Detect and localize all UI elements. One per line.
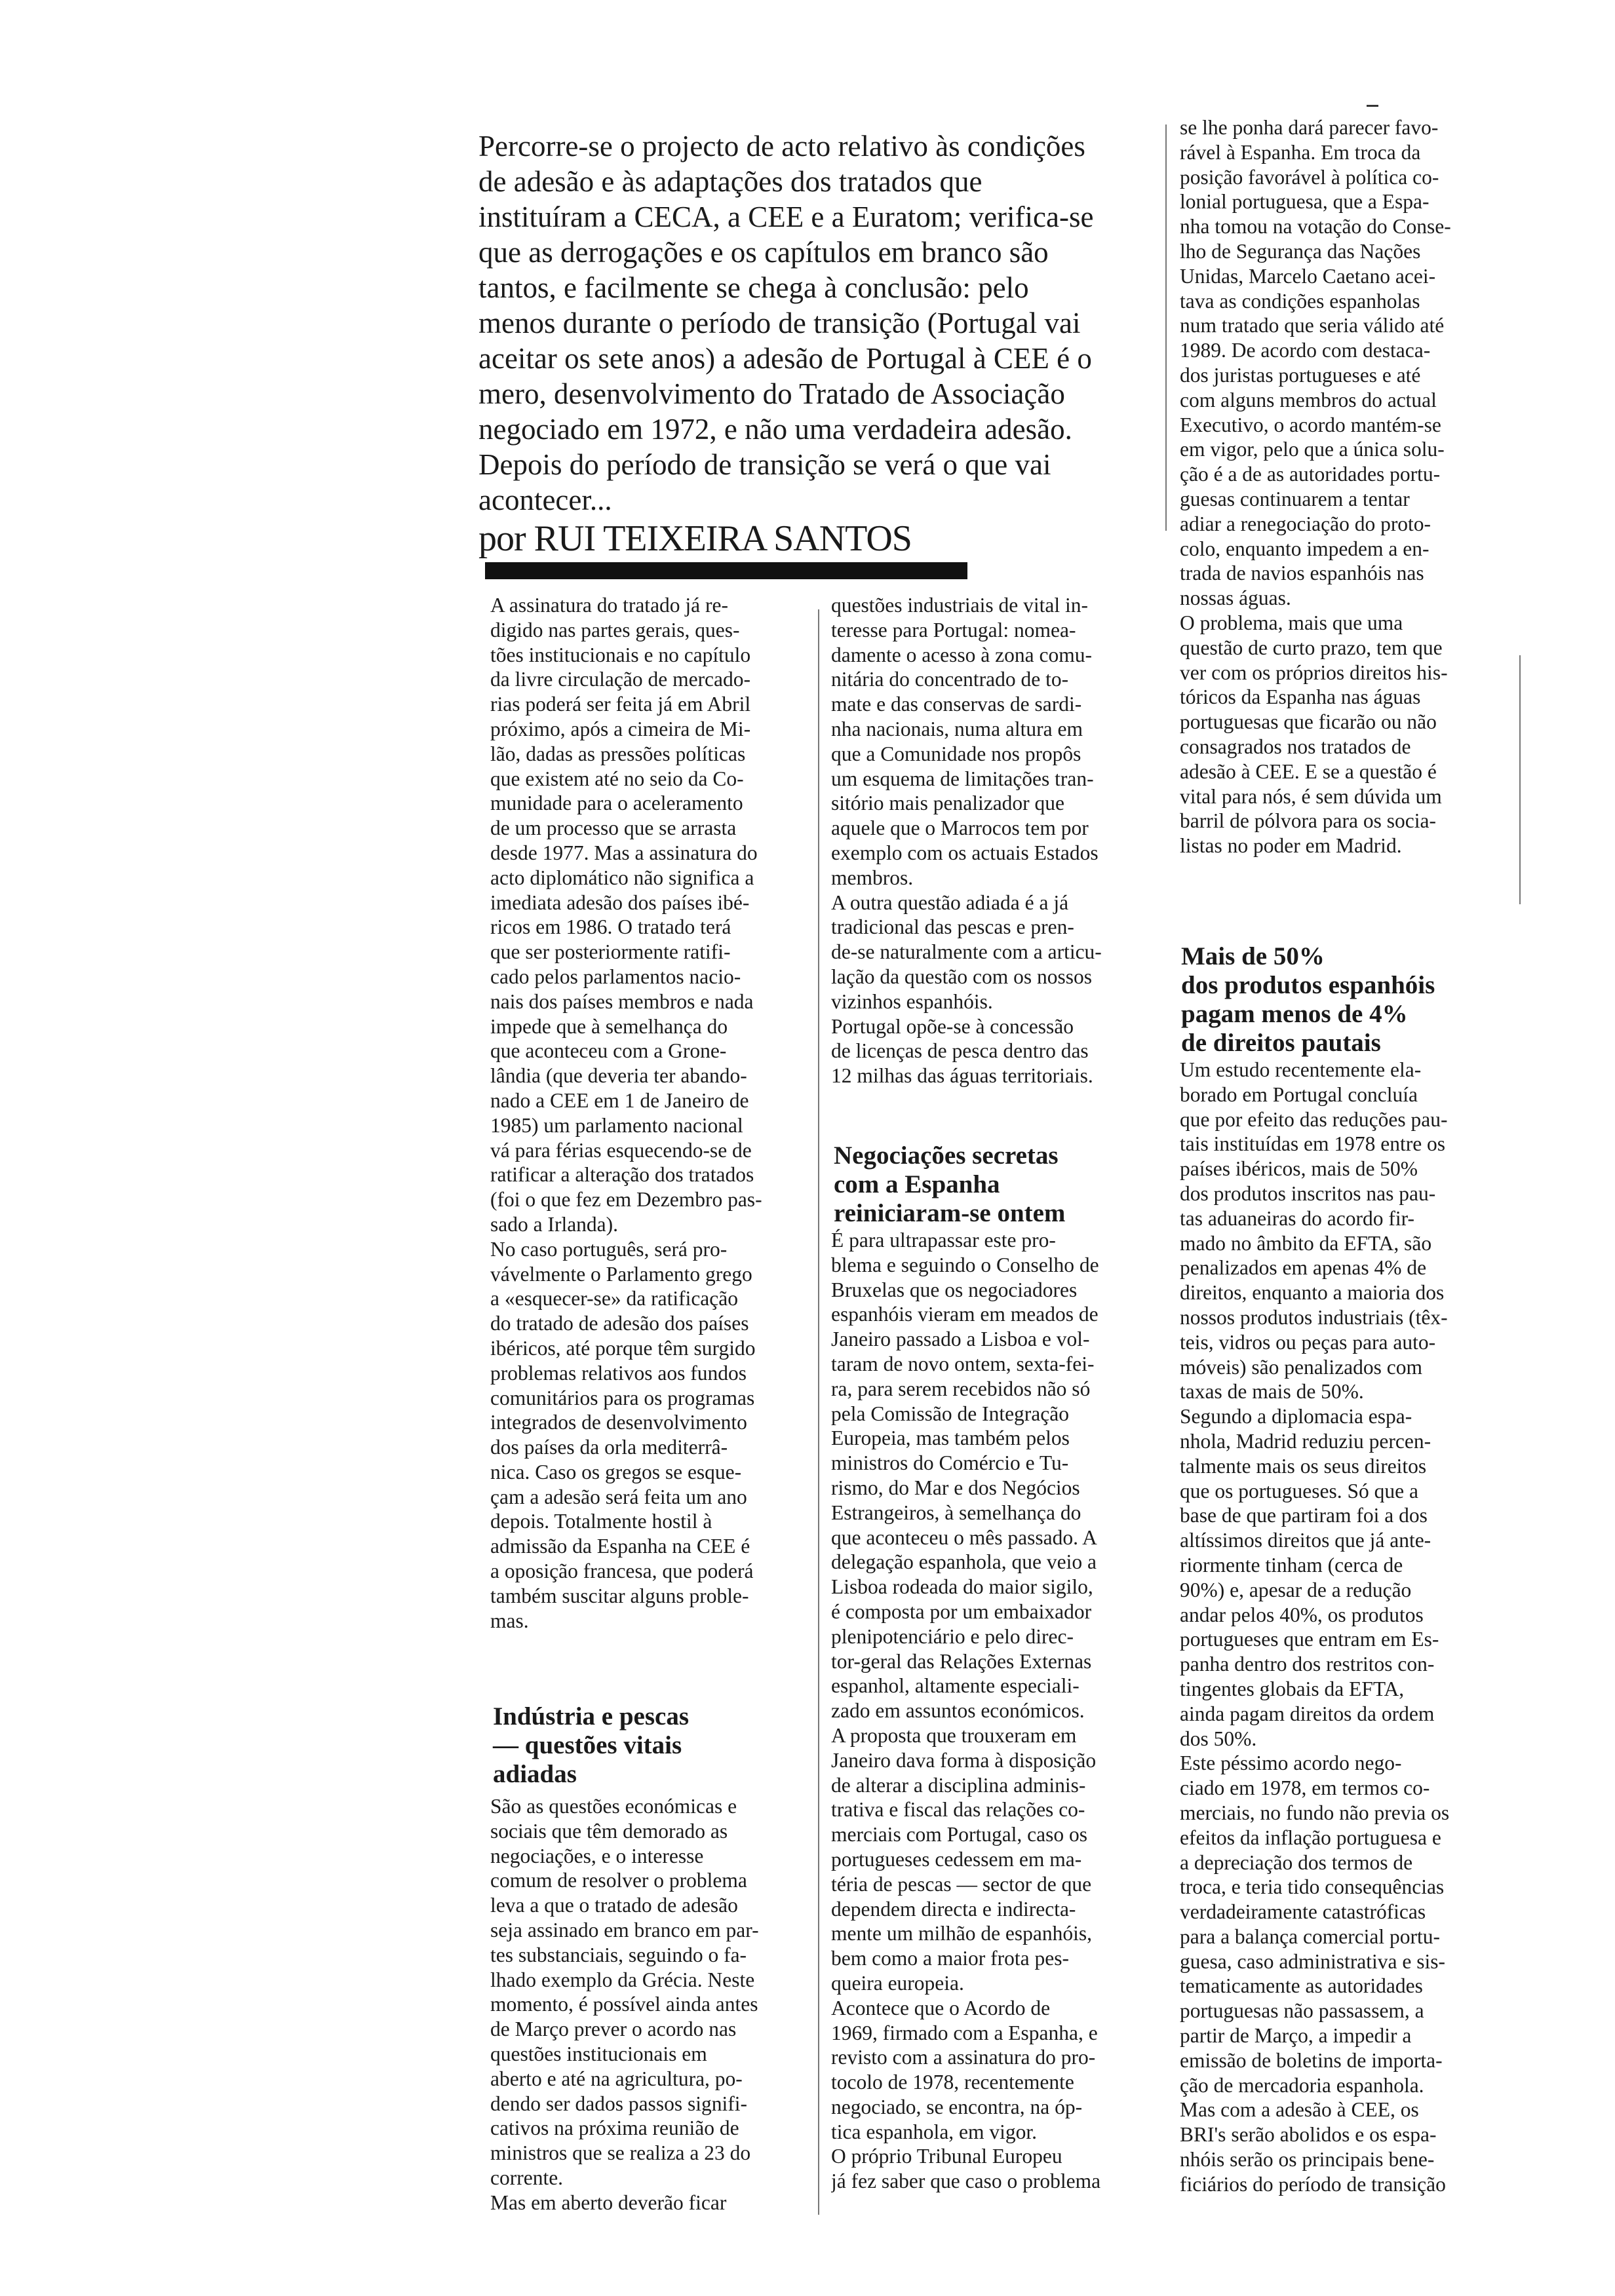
text-line: corrente. [490, 2166, 564, 2189]
text-line: Negociações secretas [834, 1141, 1059, 1170]
text-line: tingentes globais da EFTA, [1180, 1677, 1405, 1700]
text-line: consagrados nos tratados de [1180, 735, 1411, 758]
text-line: Segundo a diplomacia espa- [1180, 1405, 1412, 1428]
text-line: andar pelos 40%, os produtos [1180, 1603, 1424, 1626]
text-line: digido nas partes gerais, ques- [490, 618, 740, 641]
text-line: que aconteceu com a Grone- [490, 1039, 727, 1063]
text-line: lândia (que deveria ter abando- [490, 1064, 747, 1088]
text-line: lho de Segurança das Nações [1180, 239, 1421, 263]
text-line: que as derrogações e os capítulos em branco são [478, 236, 1049, 269]
subheading-negociacoes-secretas [834, 1141, 1065, 1228]
text-line: espanhóis vieram em meados de [831, 1303, 1099, 1326]
text-line: listas no poder em Madrid. [1180, 834, 1402, 858]
text-line: de adesão e às adaptações dos tratados que [478, 165, 983, 198]
text-line: tais instituídas em 1978 entre os [1180, 1132, 1446, 1156]
text-line: nossas águas. [1180, 586, 1291, 610]
text-line: verdadeiramente catastróficas [1180, 1900, 1426, 1924]
text-line: nha tomou na votação do Conse- [1180, 215, 1451, 239]
text-line: blema e seguindo o Conselho de [831, 1253, 1099, 1276]
text-line: bem como a maior frota pes- [831, 1947, 1069, 1970]
text-line: impede que à semelhança do [490, 1014, 728, 1038]
text-line: Depois do período de transição se verá o que vai [478, 448, 1051, 481]
text-line: cado pelos parlamentos nacio- [490, 965, 741, 988]
text-line: direitos, enquanto a maioria dos [1180, 1281, 1445, 1305]
text-line: tões institucionais e no capítulo [490, 643, 751, 666]
text-line: ratificar a alteração dos tratados [490, 1163, 754, 1187]
text-line: vizinhos espanhóis. [831, 989, 993, 1013]
column-2-text [831, 593, 1146, 1088]
text-line: Bruxelas que os negociadores [831, 1278, 1078, 1301]
text-line: trada de navios espanhóis nas [1180, 562, 1424, 585]
text-line: ção é a de as autoridades portu- [1180, 463, 1441, 486]
text-line: adiar a renegociação do proto- [1180, 512, 1431, 535]
text-line: nhóis serão os principais bene- [1180, 2148, 1435, 2172]
text-line: nossos produtos industriais (têx- [1180, 1305, 1448, 1329]
text-line: vávelmente o Parlamento grego [490, 1262, 752, 1286]
text-line: portuguesas não passassem, a [1180, 1999, 1424, 2023]
text-line: sado a Irlanda). [490, 1212, 619, 1236]
text-line: membros. [831, 866, 914, 889]
text-line: rias poderá ser feita já em Abril [490, 693, 751, 716]
text-line: sitório mais penalizador que [831, 792, 1065, 815]
byline-rule [485, 562, 967, 579]
text-line: BRI's serão abolidos e os espa- [1180, 2123, 1437, 2147]
text-line: A assinatura do tratado já re- [490, 594, 728, 617]
text-line: téria de pescas — sector de que [831, 1872, 1092, 1896]
text-line: panha dentro dos restritos con- [1180, 1653, 1435, 1676]
text-line: tes substanciais, seguindo o fa- [490, 1943, 747, 1966]
text-line: nhola, Madrid reduziu percen- [1180, 1429, 1431, 1453]
text-line: No caso português, será pro- [490, 1237, 728, 1261]
text-line: vá para férias esquecendo-se de [490, 1138, 752, 1162]
text-line: adiadas [493, 1760, 577, 1788]
text-line: posição favorável à política co- [1180, 165, 1439, 189]
text-line: de um processo que se arrasta [490, 816, 737, 840]
text-line: plenipotenciário e pelo direc- [831, 1624, 1074, 1648]
text-line: ver com os próprios direitos his- [1180, 660, 1448, 684]
text-line: dos produtos espanhóis [1181, 971, 1435, 999]
text-line: negociado, se encontra, na óp- [831, 2095, 1083, 2118]
text-line: pela Comissão de Integração [831, 1402, 1069, 1425]
text-line: para a balança comercial portu- [1180, 1924, 1441, 1948]
text-line: mado no âmbito da EFTA, são [1180, 1231, 1432, 1255]
text-line: Europeia, mas também pelos [831, 1426, 1070, 1450]
text-line: Lisboa rodeada do maior sigilo, [831, 1575, 1093, 1599]
text-line: momento, é possível ainda antes [490, 1993, 758, 2016]
text-line: efeitos da inflação portuguesa e [1180, 1826, 1441, 1849]
text-line: a depreciação dos termos de [1180, 1850, 1413, 1874]
text-line: revisto com a assinatura do pro- [831, 2046, 1096, 2069]
text-line: ibéricos, até porque têm surgido [490, 1336, 756, 1360]
text-line: se lhe ponha dará parecer favo- [1180, 116, 1439, 139]
text-line: teis, vidros ou peças para auto- [1180, 1330, 1436, 1354]
text-line: mente um milhão de espanhóis, [831, 1922, 1093, 1945]
text-line: dos países da orla mediterrâ- [490, 1436, 728, 1459]
text-line: altíssimos direitos que já ante- [1180, 1529, 1431, 1552]
lead-paragraph [478, 128, 1167, 518]
text-line: merciais, no fundo não previa os [1180, 1801, 1450, 1824]
text-line: Acontece que o Acordo de [831, 1996, 1051, 2019]
text-line: menos durante o período de transição (Portugal vai [478, 307, 1081, 339]
text-line: taram de novo ontem, sexta-fei- [831, 1352, 1095, 1375]
text-line: tas aduaneiras do acordo fir- [1180, 1206, 1414, 1230]
column-1-text [490, 593, 805, 1633]
text-line: Mais de 50% [1181, 942, 1325, 970]
text-line: dendo ser dados passos signifi- [490, 2092, 747, 2115]
text-line: Portugal opõe-se à concessão [831, 1014, 1074, 1038]
text-line: tocolo de 1978, recentemente [831, 2071, 1074, 2094]
text-line: imediata adesão dos países ibé- [490, 890, 750, 914]
text-line: reiniciaram-se ontem [834, 1199, 1066, 1227]
text-line: a oposição francesa, que poderá [490, 1559, 754, 1583]
text-line: mas. [490, 1609, 529, 1632]
text-line: damente o acesso à zona comu- [831, 643, 1092, 666]
margin-mark [1367, 105, 1378, 107]
text-line: tava as condições espanholas [1180, 289, 1420, 313]
text-line: tica espanhola, em vigor. [831, 2120, 1038, 2143]
text-line: partir de Março, a impedir a [1180, 2024, 1412, 2048]
text-line: próximo, após a cimeira de Mi- [490, 717, 751, 740]
text-line: que os portugueses. Só que a [1180, 1479, 1418, 1502]
text-line: em vigor, pelo que a única solu- [1180, 438, 1445, 461]
text-line: aberto e até na agricultura, po- [490, 2067, 743, 2090]
text-line: comum de resolver o problema [490, 1869, 747, 1892]
text-line: nado a CEE em 1 de Janeiro de [490, 1088, 749, 1112]
text-line: guesas continuarem a tentar [1180, 487, 1410, 510]
text-line: admissão da Espanha na CEE é [490, 1535, 750, 1558]
text-line: tóricos da Espanha nas águas [1180, 685, 1421, 709]
text-line: mero, desenvolvimento do Tratado de Associação [478, 377, 1065, 410]
text-line: É para ultrapassar este pro- [831, 1229, 1056, 1252]
text-line: tematicamente as autoridades [1180, 1974, 1423, 1998]
text-line: de Março prever o acordo nas [490, 2018, 737, 2041]
text-line: tantos, e facilmente se chega à conclusão: pelo [478, 271, 1029, 304]
text-line: 90%) e, apesar de a redução [1180, 1578, 1412, 1601]
text-line: tor-geral das Relações Externas [831, 1649, 1092, 1673]
text-line: ricos em 1986. O tratado terá [490, 915, 731, 939]
text-line: que ser posteriormente ratifi- [490, 940, 731, 964]
text-line: barril de pólvora para os socia- [1180, 809, 1436, 833]
text-line: um esquema de limitações tran- [831, 767, 1094, 790]
text-line: Este péssimo acordo nego- [1180, 1751, 1402, 1775]
text-line: portugueses cedessem em ma- [831, 1847, 1082, 1871]
text-line: (foi o que fez em Dezembro pas- [490, 1188, 762, 1212]
text-line: num tratado que seria válido até [1180, 314, 1445, 337]
text-line: 1985) um parlamento nacional [490, 1113, 743, 1137]
text-line: comunitários para os programas [490, 1386, 755, 1409]
text-line: penalizados em apenas 4% de [1180, 1256, 1427, 1280]
text-line: troca, e teria tido consequências [1180, 1875, 1445, 1899]
text-line: A proposta que trouxeram em [831, 1723, 1077, 1747]
column-divider [818, 609, 819, 2215]
text-line: de-se naturalmente com a articu- [831, 940, 1102, 964]
text-line: dos produtos inscritos nas pau- [1180, 1181, 1436, 1205]
text-line: Estrangeiros, à semelhança do [831, 1501, 1081, 1524]
text-line: com alguns membros do actual [1180, 388, 1437, 411]
text-line: ficiários do período de transição [1180, 2172, 1446, 2196]
text-line: zado em assuntos económicos. [831, 1699, 1085, 1723]
text-line: Mas com a adesão à CEE, os [1180, 2098, 1419, 2122]
text-line: rável à Espanha. Em troca da [1180, 140, 1421, 164]
text-line: nais dos países membros e nada [490, 989, 754, 1013]
text-line: Percorre-se o projecto de acto relativo às condições [478, 130, 1085, 163]
text-line: Janeiro passado a Lisboa e vol- [831, 1328, 1090, 1351]
column-3-text-continued [1180, 1058, 1521, 2197]
text-line: rismo, do Mar e dos Negócios [831, 1476, 1080, 1499]
text-line: com a Espanha [834, 1170, 1000, 1198]
text-line: adesão à CEE. E se a questão é [1180, 759, 1437, 783]
text-line: O problema, mais que uma [1180, 611, 1403, 634]
text-line: negociações, e o interesse [490, 1844, 704, 1867]
text-line: queira europeia. [831, 1971, 964, 1995]
text-line: móveis) são penalizados com [1180, 1355, 1423, 1379]
text-line: que por efeito das reduções pau- [1180, 1107, 1448, 1131]
text-line: de licenças de pesca dentro das [831, 1039, 1089, 1063]
text-line: integrados de desenvolvimento [490, 1411, 747, 1434]
text-line: Executivo, o acordo mantém-se [1180, 413, 1441, 436]
text-line: Janeiro dava forma à disposição [831, 1748, 1097, 1772]
text-line: que a Comunidade nos propôs [831, 742, 1081, 765]
text-line: lonial portuguesa, que a Espa- [1180, 190, 1430, 214]
text-line: ministros do Comércio e Tu- [831, 1451, 1069, 1475]
text-line: ainda pagam direitos da ordem [1180, 1702, 1435, 1725]
text-line: merciais com Portugal, caso os [831, 1823, 1088, 1846]
text-line: nitária do concentrado de to- [831, 668, 1069, 691]
text-line: países ibéricos, mais de 50% [1180, 1157, 1418, 1181]
text-line: trativa e fiscal das relações co- [831, 1798, 1085, 1822]
text-line: espanhol, altamente especiali- [831, 1674, 1080, 1698]
subheading-mais-de-50 [1181, 942, 1435, 1058]
text-line: São as questões económicas e [490, 1795, 737, 1818]
text-line: portuguesas que ficarão ou não [1180, 710, 1437, 734]
text-line: já fez saber que caso o problema [831, 2170, 1101, 2193]
text-line: ministros que se realiza a 23 do [490, 2141, 751, 2165]
text-line: aquele que o Marrocos tem por [831, 816, 1089, 840]
text-line: a «esquecer-se» da ratificação [490, 1287, 738, 1311]
text-line: ção de mercadoria espanhola. [1180, 2073, 1424, 2097]
text-line: lão, dadas as pressões políticas [490, 742, 746, 765]
column-divider [1165, 124, 1167, 531]
text-line: mate e das conservas de sardi- [831, 693, 1082, 716]
text-line: O próprio Tribunal Europeu [831, 2145, 1062, 2168]
text-line: sociais que têm demorado as [490, 1819, 728, 1843]
text-line: Mas em aberto deverão ficar [490, 2191, 727, 2214]
subheading-industria-pescas [493, 1702, 689, 1789]
text-line: que existem até no seio da Co- [490, 767, 744, 790]
text-line: leva a que o tratado de adesão [490, 1894, 738, 1917]
text-line: emissão de boletins de importa- [1180, 2048, 1443, 2072]
column-3-text [1180, 115, 1521, 858]
text-line: Um estudo recentemente ela- [1180, 1058, 1422, 1081]
text-line: também suscitar alguns proble- [490, 1584, 749, 1607]
text-line: 1989. De acordo com destaca- [1180, 339, 1431, 362]
text-line: é composta por um embaixador [831, 1599, 1092, 1623]
column-2-text-continued [831, 1228, 1146, 2194]
text-line: questão de curto prazo, tem que [1180, 636, 1443, 659]
text-line: base de que partiram foi a dos [1180, 1504, 1428, 1527]
text-line: tradicional das pescas e pren- [831, 915, 1074, 939]
text-line: ciado em 1978, em termos co- [1180, 1776, 1430, 1800]
text-line: negociado em 1972, e não uma verdadeira adesão. [478, 413, 1072, 446]
text-line: talmente mais os seus direitos [1180, 1454, 1427, 1478]
text-line: riormente tinham (cerca de [1180, 1553, 1403, 1577]
text-line: depois. Totalmente hostil à [490, 1510, 712, 1533]
text-line: delegação espanhola, que veio a [831, 1550, 1097, 1574]
column-1-text-continued [490, 1794, 805, 2215]
text-line: da livre circulação de mercado- [490, 668, 751, 691]
text-line: nica. Caso os gregos se esque- [490, 1460, 742, 1483]
text-line: acto diplomático não significa a [490, 866, 754, 889]
text-line: lhado exemplo da Grécia. Neste [490, 1968, 755, 1991]
text-line: pagam menos de 4% [1181, 1000, 1408, 1028]
text-line: portugueses que entram em Es- [1180, 1628, 1439, 1651]
text-line: lação da questão com os nossos [831, 965, 1093, 988]
text-line: Indústria e pescas [493, 1702, 690, 1731]
byline: por RUI TEIXEIRA SANTOS [478, 518, 912, 559]
text-line: — questões vitais [493, 1731, 682, 1759]
text-line: teresse para Portugal: nomea- [831, 618, 1076, 641]
text-line: exemplo com os actuais Estados [831, 841, 1099, 864]
text-line: ra, para serem recebidos não só [831, 1377, 1091, 1400]
text-line: taxas de mais de 50%. [1180, 1380, 1364, 1404]
text-line: munidade para o aceleramento [490, 792, 743, 815]
text-line: aceitar os sete anos) a adesão de Portugal à CEE é o [478, 342, 1092, 375]
text-line: colo, enquanto impedem a en- [1180, 537, 1430, 560]
text-line: acontecer... [478, 484, 612, 516]
text-line: 1969, firmado com a Espanha, e [831, 2021, 1098, 2044]
text-line: nha nacionais, numa altura em [831, 717, 1083, 740]
text-line: guesa, caso administrativa e sis- [1180, 1949, 1446, 1973]
text-line: dos 50%. [1180, 1727, 1257, 1750]
text-line: de alterar a disciplina adminis- [831, 1773, 1086, 1797]
text-line: borado em Portugal concluía [1180, 1082, 1418, 1106]
text-line: questões industriais de vital in- [831, 594, 1088, 617]
text-line: que aconteceu o mês passado. A [831, 1525, 1097, 1549]
text-line: vital para nós, é sem dúvida um [1180, 784, 1442, 808]
text-line: cativos na próxima reunião de [490, 2116, 739, 2140]
text-line: problemas relativos aos fundos [490, 1361, 747, 1385]
text-line: dos juristas portugueses e até [1180, 363, 1421, 387]
text-line: 12 milhas das águas territoriais. [831, 1064, 1093, 1088]
text-line: seja assinado em branco em par- [490, 1918, 759, 1942]
text-line: çam a adesão será feita um ano [490, 1485, 747, 1508]
text-line: do tratado de adesão dos países [490, 1312, 749, 1335]
text-line: Unidas, Marcelo Caetano acei- [1180, 264, 1436, 288]
text-line: instituíram a CECA, a CEE e a Euratom; verifica-se [478, 201, 1094, 233]
text-line: desde 1977. Mas a assinatura do [490, 841, 758, 864]
text-line: A outra questão adiada é a já [831, 890, 1069, 914]
text-line: dependem directa e indirecta- [831, 1897, 1076, 1921]
text-line: questões institucionais em [490, 2042, 707, 2065]
text-line: de direitos pautais [1181, 1029, 1381, 1057]
